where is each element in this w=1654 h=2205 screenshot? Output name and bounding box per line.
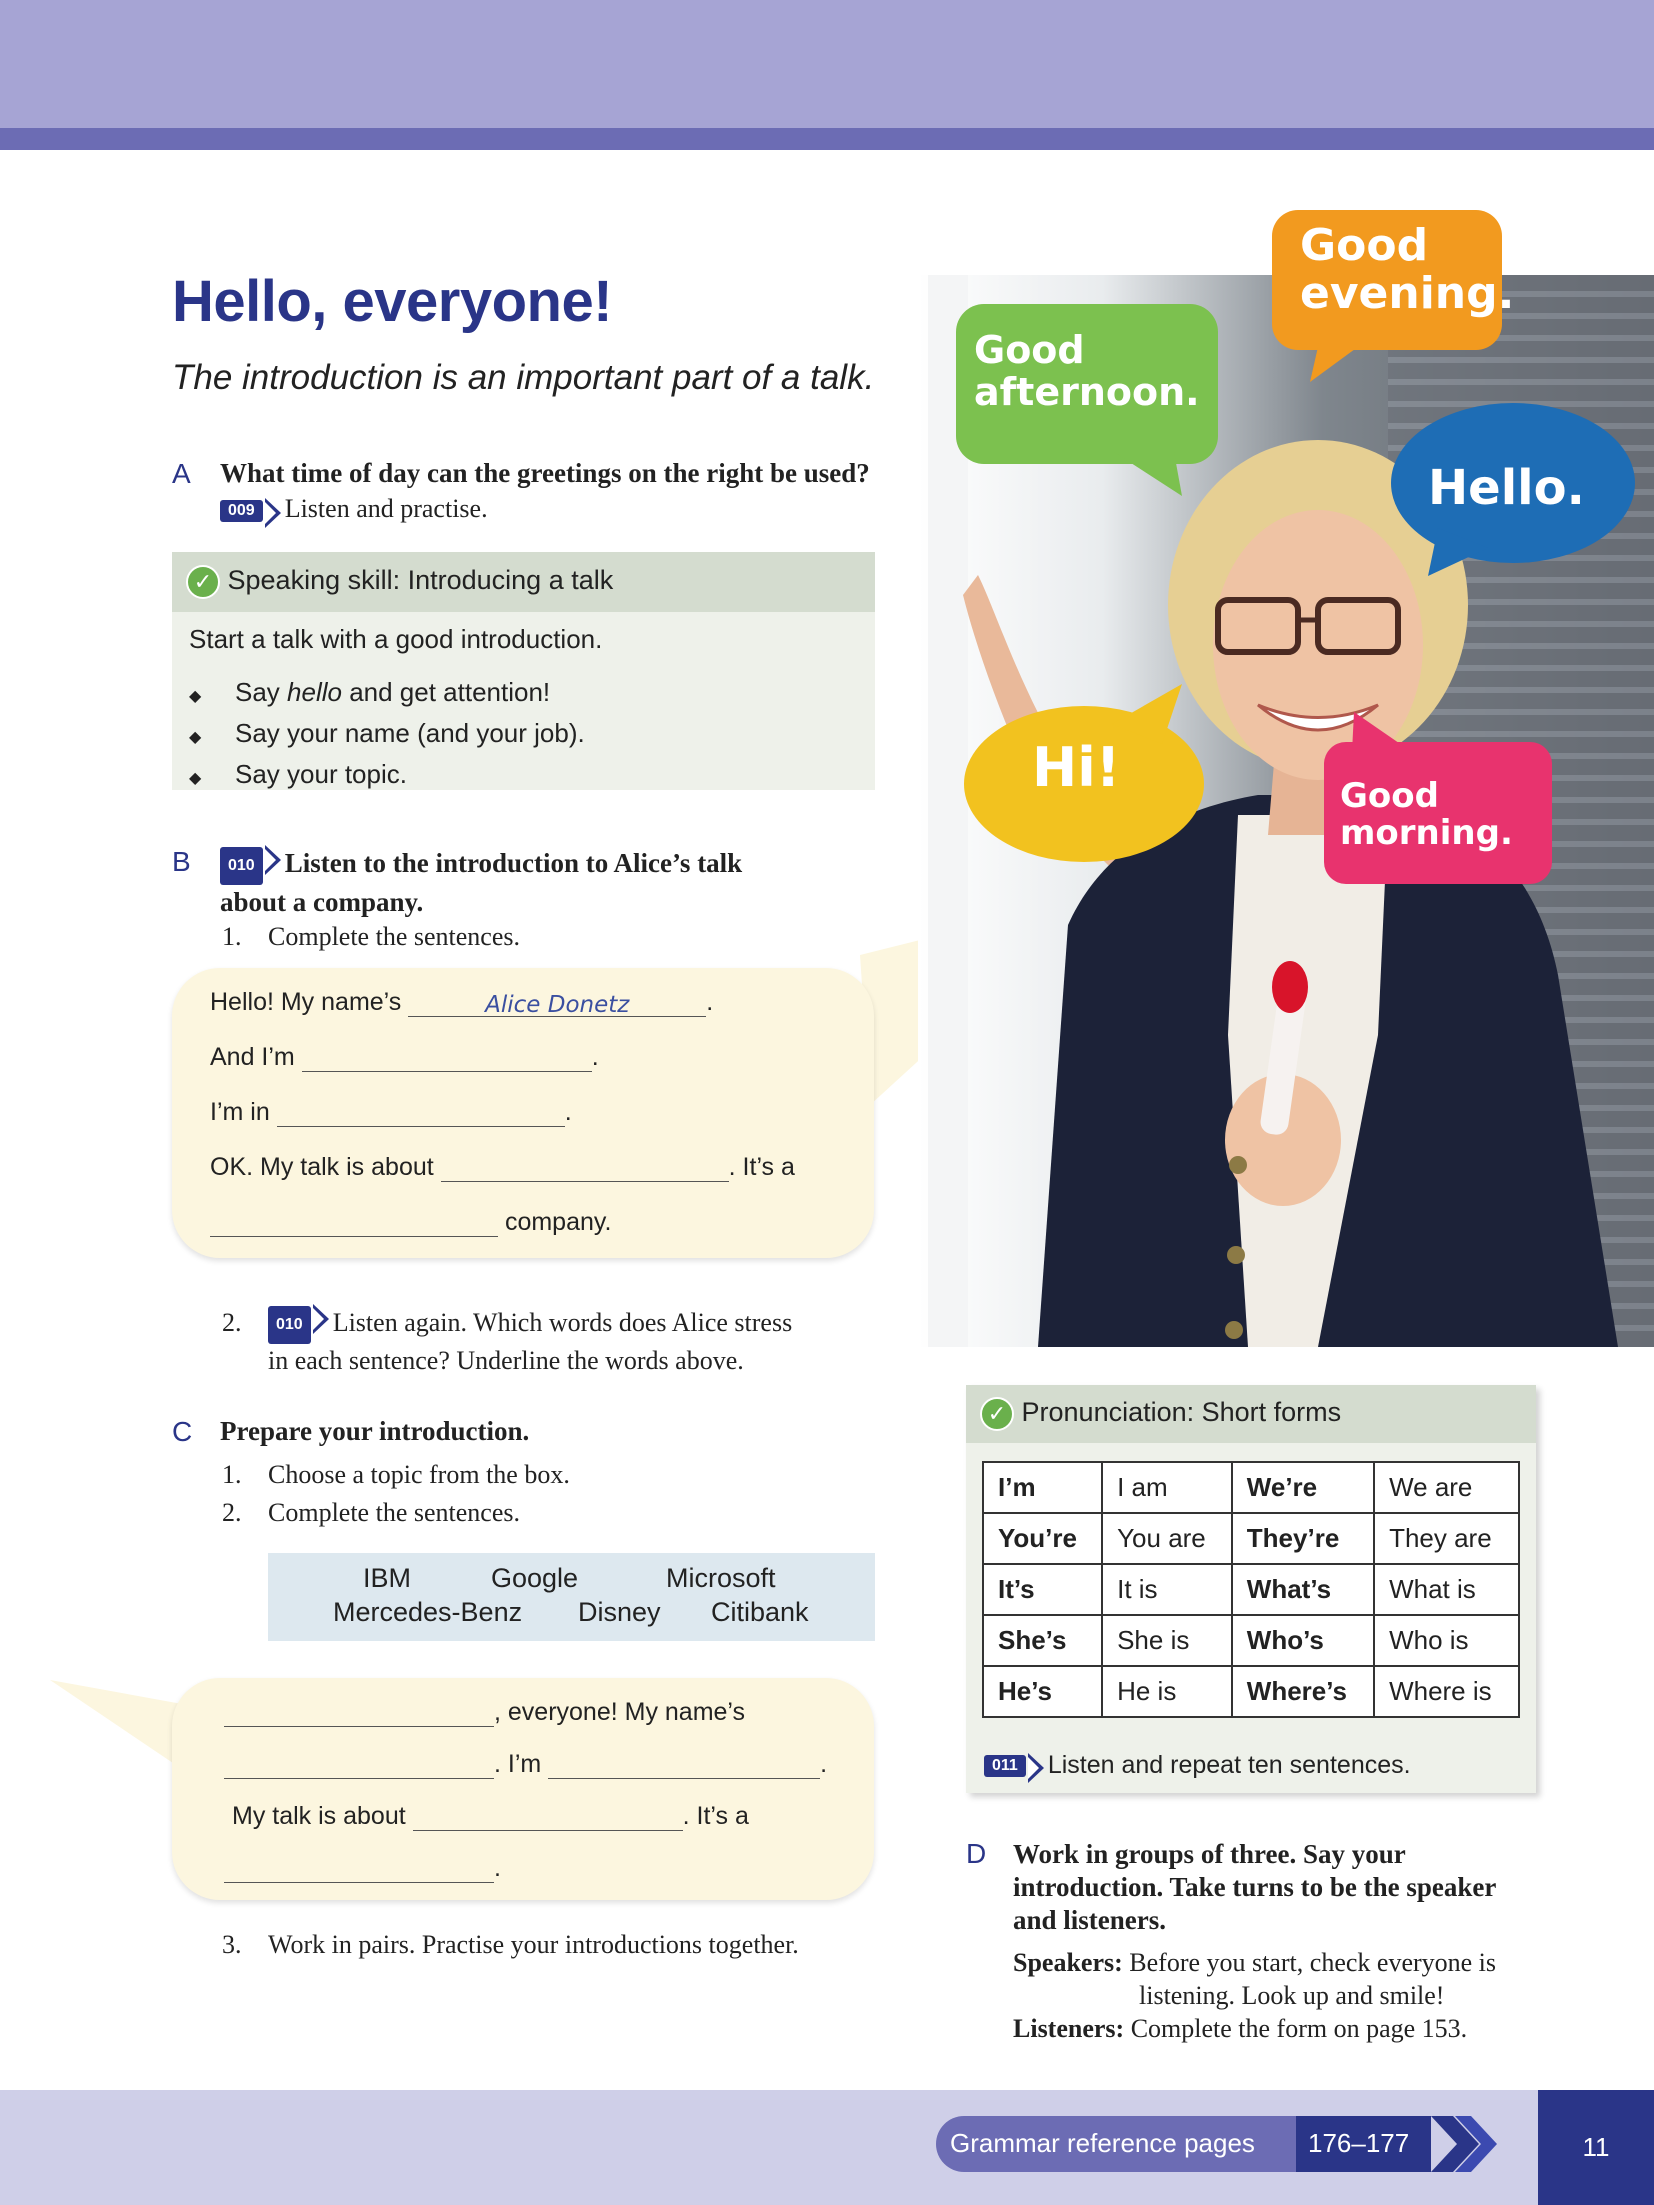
- page-title: Hello, everyone!: [172, 269, 613, 334]
- pronunciation-box: [966, 1385, 1536, 1793]
- table-row: [983, 1564, 1519, 1615]
- speaking-skill-title: Speaking skill: Introducing a talk: [227, 565, 614, 596]
- section-b-step1: 1. Complete the sentences.: [222, 922, 520, 951]
- header-rule: [0, 128, 1654, 150]
- bubble-line-5: company.: [210, 1208, 611, 1237]
- bubble-line-3: I’m in .: [210, 1098, 572, 1126]
- speaking-skill-intro: Start a talk with a good introduction.: [189, 624, 603, 654]
- answer-blank[interactable]: [441, 1155, 729, 1182]
- table-row: [983, 1513, 1519, 1564]
- full-form-cell: We are: [1374, 1462, 1519, 1513]
- answer-blank[interactable]: [224, 1700, 494, 1727]
- short-form-cell: You’re: [983, 1513, 1102, 1564]
- page-subtitle: The introduction is an important part of a talk.: [172, 358, 875, 397]
- short-form-cell: He’s: [983, 1666, 1102, 1717]
- section-b-step2: 2. 010 Listen again. Which words does Alice stress in each sentence? Underline the words above.: [222, 1308, 793, 1376]
- section-d-letter: D: [966, 1838, 987, 1869]
- audio-track-009[interactable]: 009: [220, 500, 263, 522]
- speaking-skill-heading: [186, 565, 613, 599]
- topic-box: [268, 1553, 875, 1641]
- section-c-question: Prepare your introduction.: [220, 1416, 530, 1446]
- short-form-cell: It’s: [983, 1564, 1102, 1615]
- bullet-item: ◆ Say your name (and your job).: [189, 718, 585, 748]
- speaking-skill-bullets: [189, 674, 585, 797]
- bullet-item: ◆ Say hello and get attention!: [189, 677, 551, 707]
- table-row: [983, 1615, 1519, 1666]
- topic-ibm: IBM: [363, 1563, 412, 1593]
- section-c-letter: C: [172, 1416, 193, 1447]
- audio-track-010-again[interactable]: 010: [268, 1306, 311, 1344]
- full-form-cell: Who is: [1374, 1615, 1519, 1666]
- bubble-line-1: Hello! My name’s Alice Donetz .: [210, 988, 714, 1018]
- section-d-roles: Speakers: Before you start, check everyone is listening. Look up and smile! Listeners: Complete the form on page 153.: [1013, 1948, 1497, 2043]
- section-c-step3: 3. Work in pairs. Practise your introductions together.: [222, 1930, 799, 1959]
- grammar-reference-link[interactable]: [936, 2116, 1431, 2172]
- full-form-cell: She is: [1102, 1615, 1232, 1666]
- answer-blank[interactable]: [548, 1752, 820, 1779]
- bubble-c-line-4: .: [224, 1854, 501, 1883]
- bubble-c-line-2: . I’m .: [224, 1750, 827, 1779]
- short-form-cell: Who’s: [1232, 1615, 1374, 1666]
- topic-disney: Disney: [578, 1597, 661, 1627]
- section-b-letter: B: [172, 846, 191, 877]
- short-form-cell: We’re: [1232, 1462, 1374, 1513]
- full-form-cell: He is: [1102, 1666, 1232, 1717]
- header-band: [0, 0, 1654, 128]
- speech-bubble-b: [172, 968, 874, 1258]
- double-chevron-icon: [1431, 2116, 1501, 2172]
- full-form-cell: You are: [1102, 1513, 1232, 1564]
- short-form-cell: They’re: [1232, 1513, 1374, 1564]
- grammar-reference-label: Grammar reference pages: [950, 2128, 1255, 2158]
- short-form-cell: She’s: [983, 1615, 1102, 1666]
- short-form-cell: Where’s: [1232, 1666, 1374, 1717]
- pronunciation-instruction: 011 Listen and repeat ten sentences.: [984, 1751, 1411, 1780]
- table-row: [983, 1666, 1519, 1717]
- section-a-question: What time of day can the greetings on the right be used?: [220, 458, 870, 488]
- section-c-steps: 1. Choose a topic from the box. 2. Complete the sentences.: [222, 1460, 570, 1527]
- full-form-cell: It is: [1102, 1564, 1232, 1615]
- topic-citibank: Citibank: [711, 1597, 809, 1627]
- filled-answer: Alice Donetz: [485, 992, 630, 1018]
- topic-microsoft: Microsoft: [666, 1563, 776, 1593]
- full-form-cell: What is: [1374, 1564, 1519, 1615]
- answer-blank[interactable]: [408, 990, 706, 1017]
- full-form-cell: They are: [1374, 1513, 1519, 1564]
- audio-track-010[interactable]: 010: [220, 847, 263, 885]
- grammar-reference-pages: 176–177: [1308, 2128, 1410, 2158]
- pronunciation-title: Pronunciation: Short forms: [1021, 1397, 1342, 1428]
- topic-google: Google: [491, 1563, 579, 1593]
- table-row: [983, 1462, 1519, 1513]
- answer-blank[interactable]: [210, 1210, 498, 1237]
- bullet-item: ◆ Say your topic.: [189, 759, 407, 789]
- greeting-hi: Hi!: [1032, 736, 1121, 799]
- answer-blank[interactable]: [224, 1856, 494, 1883]
- full-form-cell: Where is: [1374, 1666, 1519, 1717]
- answer-blank[interactable]: [413, 1804, 683, 1831]
- short-forms-table: [982, 1461, 1520, 1718]
- page-number: 11: [1538, 2090, 1654, 2205]
- bubble-c-line-1: , everyone! My name’s: [224, 1698, 745, 1727]
- section-a-instruction: [220, 494, 488, 524]
- speech-bubble-c: [172, 1678, 874, 1900]
- answer-blank[interactable]: [224, 1752, 494, 1779]
- section-d-question: Work in groups of three. Say your introduction. Take turns to be the speaker and listeners.: [1013, 1839, 1497, 1935]
- short-form-cell: What’s: [1232, 1564, 1374, 1615]
- section-b-question: 010 Listen to the introduction to Alice’s talk about a company.: [220, 848, 743, 917]
- answer-blank[interactable]: [302, 1045, 592, 1072]
- check-icon: ✓: [186, 565, 220, 599]
- pronunciation-heading: [980, 1397, 1341, 1431]
- greeting-good-evening: Good evening.: [1300, 220, 1515, 320]
- instruction-text: Listen and practise.: [284, 494, 488, 523]
- short-form-cell: I’m: [983, 1462, 1102, 1513]
- topic-mercedes: Mercedes-Benz: [333, 1597, 523, 1627]
- bubble-line-2: And I’m .: [210, 1043, 599, 1071]
- section-a-letter: A: [172, 458, 191, 489]
- bubble-c-line-3: My talk is about . It’s a: [232, 1802, 749, 1830]
- bubble-line-4: OK. My talk is about . It’s a: [210, 1153, 795, 1181]
- speaking-skill-box: [172, 552, 875, 790]
- audio-track-011[interactable]: 011: [984, 1755, 1026, 1777]
- greeting-hello: Hello.: [1428, 460, 1585, 516]
- greeting-good-morning: Good morning.: [1340, 776, 1513, 854]
- check-icon: ✓: [980, 1397, 1014, 1431]
- greeting-good-afternoon: Good afternoon.: [974, 328, 1200, 414]
- full-form-cell: I am: [1102, 1462, 1232, 1513]
- answer-blank[interactable]: [277, 1100, 565, 1127]
